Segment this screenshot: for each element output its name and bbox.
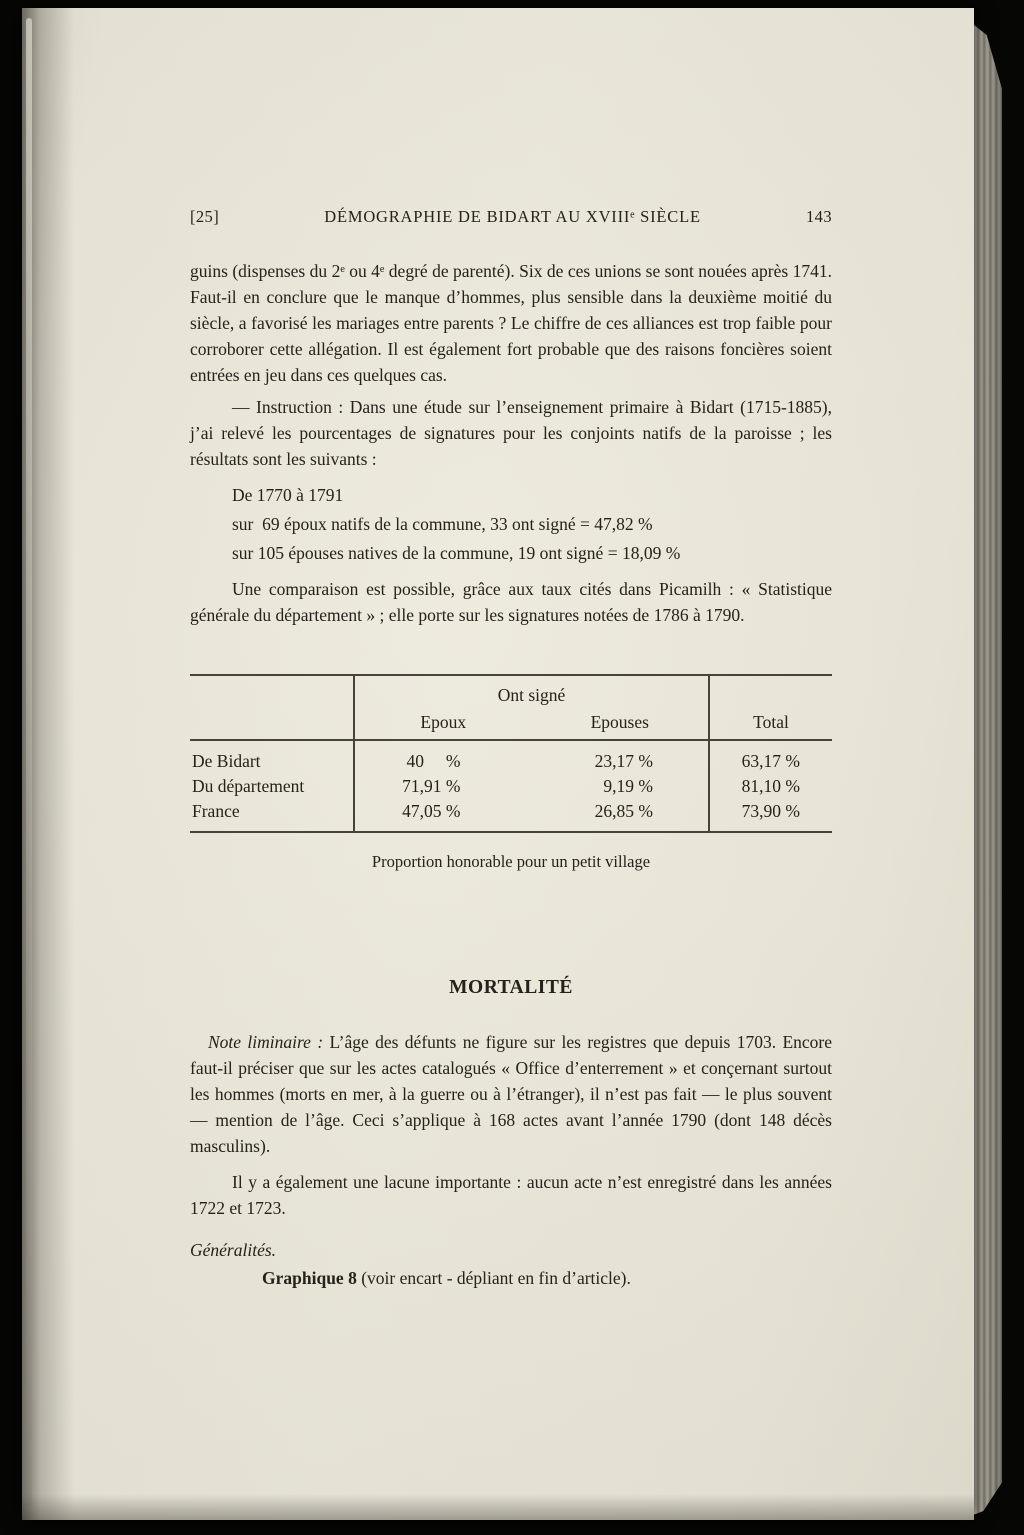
table-body bbox=[190, 741, 832, 831]
section-reference: [25] bbox=[190, 207, 220, 226]
graphique-reference-line bbox=[190, 1265, 832, 1291]
page-title: DÉMOGRAPHIE DE BIDART AU XVIIIᵉ SIÈCLE bbox=[324, 207, 701, 226]
table-label-column bbox=[190, 741, 355, 831]
paragraph-lacune: Il y a également une lacune importante : aucun acte n’est enregistré dans les années 1722 et 1723. bbox=[190, 1172, 832, 1218]
table-header-group bbox=[355, 676, 710, 739]
page-content bbox=[190, 8, 832, 1291]
cell-epouses: 26,85 % bbox=[594, 801, 653, 821]
note-liminaire-rest: L’âge des défunts ne figure sur les registres que depuis 1703. Encore faut-il préciser que sur les actes catalogués « Office d’enterrement » et conçernant surtout les hommes (morts en mer, à la guerre ou à l’étranger), il n’est pas fait — le plus souvent — mention de l’âge. Ceci s’applique à 168 actes avant l’année 1790 (dont 148 décès masculins). bbox=[190, 1032, 832, 1156]
table-header-label-spacer bbox=[190, 676, 355, 739]
epoux-signature-line: sur 69 époux natifs de la commune, 33 ont signé = 47,82 % bbox=[232, 514, 653, 534]
signatures-table bbox=[190, 674, 832, 833]
cell-epoux: 47,05 % bbox=[402, 801, 461, 821]
cell-total: 73,90 % bbox=[741, 801, 800, 821]
table-row-label: De Bidart bbox=[192, 751, 261, 771]
paragraph-continuation: guins (dispenses du 2ᵉ ou 4ᵉ degré de parenté). Six de ces unions se sont nouées après 1741. Faut-il en conclure que le manque d’hommes, plus sensible dans la deuxième moitié du siècle, a favorisé les mariages entre parents ? Le chiffre de ces alliances est trop faible pour corroborer cette allégation. Il est également fort probable que des raisons foncières soient entrées en jeu dans ces quelques cas. bbox=[190, 261, 832, 385]
body-text bbox=[190, 258, 832, 1291]
table-values-column bbox=[355, 741, 710, 831]
bottom-page-shade bbox=[22, 1494, 974, 1520]
paragraph-comparison: Une comparaison est possible, grâce aux taux cités dans Picamilh : « Statistique générale du département » ; elle porte sur les signatures notées de 1786 à 1790. bbox=[190, 579, 832, 625]
paragraph-instruction: — Instruction : Dans une étude sur l’enseignement primaire à Bidart (1715-1885), j’ai relevé les pourcentages de signatures pour les conjoints natifs de la paroisse ; les résultats sont les suivants : bbox=[190, 397, 832, 469]
binding-edge-highlight bbox=[26, 18, 32, 1506]
cell-epoux: 40 % bbox=[406, 751, 461, 771]
running-head bbox=[190, 204, 832, 230]
table-row-values bbox=[355, 749, 708, 774]
graphique-label: Graphique 8 bbox=[262, 1268, 357, 1288]
table-total-column bbox=[710, 741, 832, 831]
page-number: 143 bbox=[806, 207, 832, 226]
column-header-epouses: Epouses bbox=[590, 712, 649, 732]
table-header bbox=[190, 676, 832, 741]
cell-total: 63,17 % bbox=[741, 751, 800, 771]
table-row-values bbox=[355, 799, 708, 824]
cell-total: 81,10 % bbox=[741, 776, 800, 796]
note-liminaire-lead: Note liminaire : bbox=[208, 1032, 324, 1052]
section-heading-mortalite: MORTALITÉ bbox=[449, 977, 573, 998]
cell-epouses: 23,17 % bbox=[594, 751, 653, 771]
subsection-generalites: Généralités. bbox=[190, 1240, 277, 1260]
column-header-total: Total bbox=[753, 712, 789, 732]
graphique-rest: (voir encart - dépliant en fin d’article). bbox=[356, 1268, 631, 1288]
book-page bbox=[22, 8, 974, 1520]
table-row-values bbox=[355, 774, 708, 799]
table-row-label: Du département bbox=[192, 776, 305, 796]
cell-epoux: 71,91 % bbox=[402, 776, 461, 796]
epouses-signature-line: sur 105 épouses natives de la commune, 19 ont signé = 18,09 % bbox=[232, 543, 681, 563]
table-caption: Proportion honorable pour un petit village bbox=[371, 852, 651, 871]
table-row-label: France bbox=[192, 801, 240, 821]
period-line: De 1770 à 1791 bbox=[232, 485, 344, 505]
cell-epouses: 9,19 % bbox=[603, 776, 653, 796]
table-group-title: Ont signé bbox=[497, 685, 566, 705]
table-subheaders bbox=[355, 712, 708, 732]
paragraph-note-liminaire bbox=[190, 1029, 832, 1159]
column-header-epoux: Epoux bbox=[420, 712, 467, 732]
